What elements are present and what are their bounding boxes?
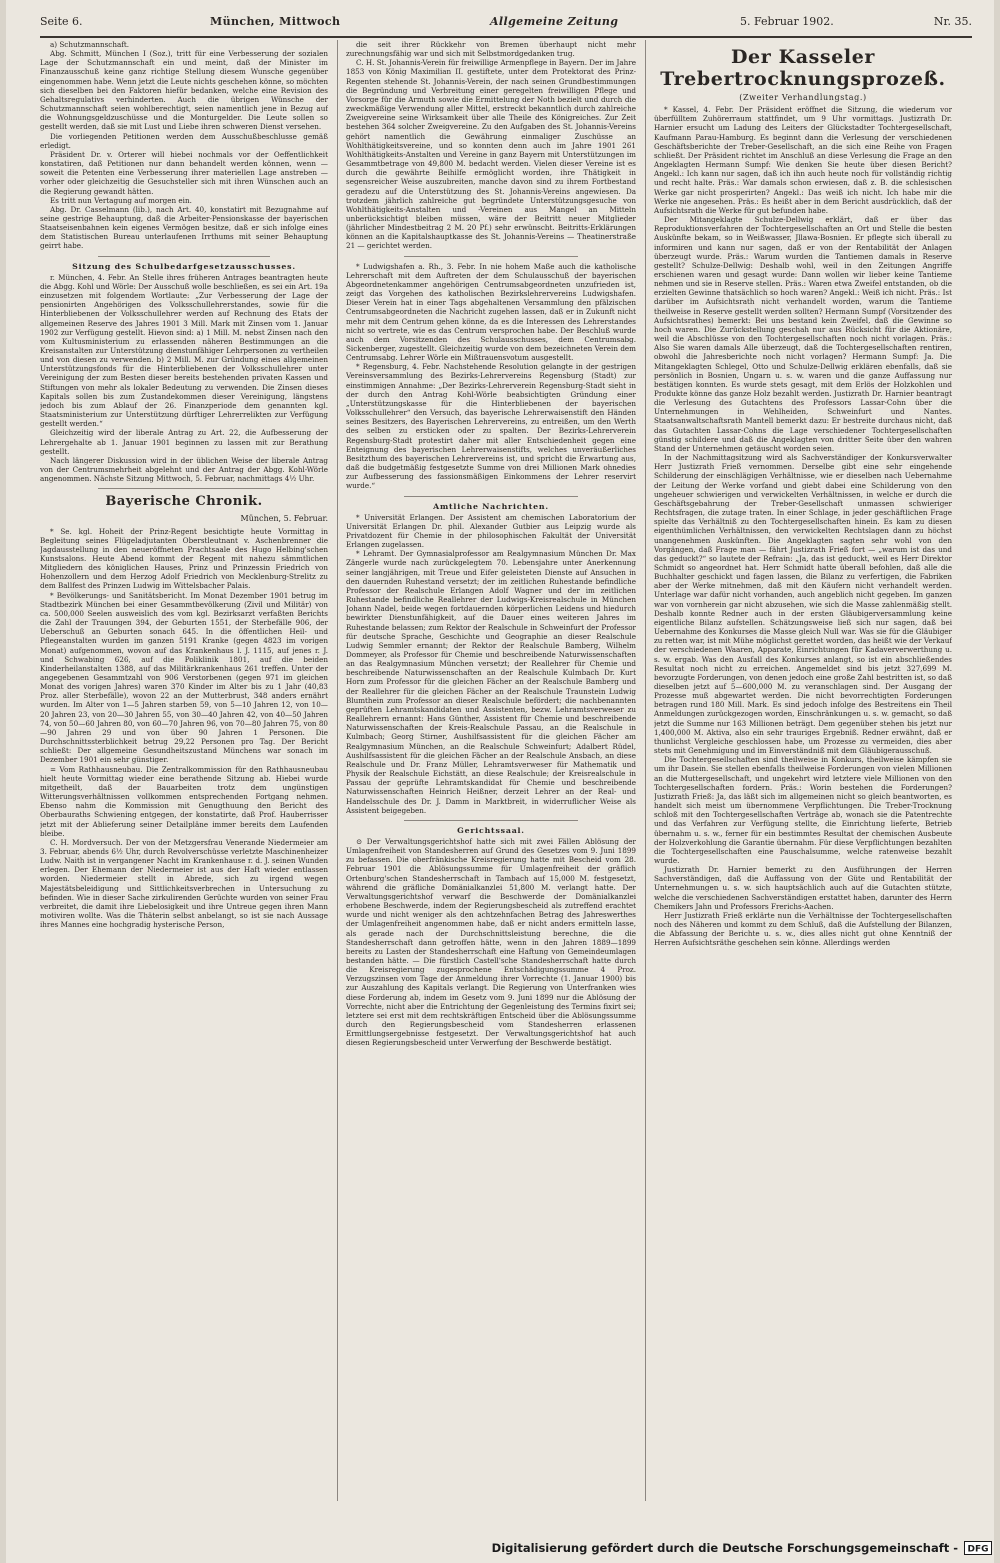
chronik-heading: Bayerische Chronik. bbox=[105, 494, 263, 510]
column-rule-2 bbox=[645, 40, 646, 1501]
article-paragraph: ⊙ Der Verwaltungsgerichtshof hatte sich mit zwei Fällen Ablösung der Umlagenfreiheit von Standesherren auf Grund des Gesetzes vom 9. Juni 1899 zu befassen. Die oberfränkische Kreisregierung hatte mit Bescheid vom 28. Februar 1901 die Ablösungssumme für Umlagenfreiheit der gräflich Ortenburg'schen Standesherrschaft in Tambach auf 15,000 M. festgesetzt, während die gräfliche Domänialkanzlei 51,800 M. verlangt hatte. Der Verwaltungsgerichtshof verwarf die Beschwerde der Domänialkanzlei erhobene Beschwerde, indem der Regierungsbescheid als zutreffend erachtet wurde und nicht weniger als den achtzehnfachen Betrag des Jahreswerthes der Umlagenfreiheit angenommen habe, daß er nicht anders ermitteln lasse, als gerade nach der Durchschnittsleistung berechne, die die Standesherrschaft dann getroffen hätte, wenn in den Jahren 1889—1899 bereits zu Lasten der Standesherrschaft eine Haftung von Gemeindeumlagen bestanden hätte. — Die fürstlich Castell'sche Standesherrschaft hatte durch die Kreisregierung zugesprochene Entschädigungssumme 4 Proz. Verzugszinsen vom Tage der Anmeldung ihrer Vorrechte (1. Januar 1900) bis zur Auszahlung des Kapitals verlangt. Die Regierung von Unterfranken wies diese Forderung ab, indem im Gesetz vom 9. Juni 1899 nur die Ablösung der Vorrechte, nicht aber die Entrichtung der Gegenleistung des Termins fixirt sei; letztere sei erst mit dem rechtskräftigen Entscheid über die Ablösungssumme durch den Regierungsbescheid vom Standesherren erlassenen Ermittlungsergebnisse festgesetzt. Der Verwaltungsgerichtshof hat auch diesen Regierungsbescheid unter Verwerfung der Beschwerde bestätigt. bbox=[346, 836, 636, 1048]
article-subtitle: (Zweiter Verhandlungstag.) bbox=[739, 93, 867, 102]
article-paragraph: * Kassel, 4. Febr. Der Präsident eröffnet die Sitzung, die wiederum vor überfülltem Zuhörerraum stattfindet, um 9 Uhr vormittags. Justizrath Dr. Harnier ersucht um Ladung des Leiters der Glückstadter Tochtergesellschaft, Kaufmann Parau-Hamburg. Es beginnt dann die Verlesung der verschiedenen Geschäftsberichte der Treber-Gesellschaft, an die sich eine Reihe von Fragen schließt. Der Präsident richtet im Anschluß an diese Verlesung die Frage an den Angeklagten Hermann Sumpf: Wie denken Sie heute über diesen Bericht? Angekl.: Ich kann nur sagen, daß ich ihn auch heute noch für vollständig richtig und recht halte. Präs.: War damals schon erwiesen, daß z. B. die schlesischen Werke gar nicht prosperirten? Angekl.: Das weiß ich nicht. Ich habe mir die Werke nie angesehen. Präs.: Es heißt aber in dem Bericht ausdrücklich, daß der Aufsichtsrath die Werke für gut befunden habe. bbox=[654, 105, 952, 215]
section-heading: Gerichtssaal. bbox=[457, 825, 525, 835]
digitization-credit bbox=[492, 1541, 992, 1555]
article-paragraph: Abg. Schmitt, München I (Soz.), tritt für eine Verbesserung der sozialen Lage der Schutzmannschaft ein und meint, daß der Minister im Finanzausschuß keine ganz richtige Stellung diesem Wunsche gegenüber eingenommen habe. Wenn jetzt die Leute nichts geschehen könne, so möchten sich dieselben bei den Faktoren hiefür bedanken, welche eine Revision des Gehaltsregulativs verhinderten. Auch die übrigen Wünsche der Schutzmannschaft seien wohlberechtigt, seien namentlich jene in Bezug auf die Wohnungsgeldzuschüsse und die Monturgelder. Die Leute sollen so gestellt werden, daß sie mit Lust und Liebe ihren schweren Dienst versehen. bbox=[40, 49, 328, 132]
issue-date: 5. Februar 1902. bbox=[740, 15, 834, 28]
article-paragraph: * Lehramt. Der Gymnasialprofessor am Realgymnasium München Dr. Max Zängerle wurde nach zurückgelegtem 70. Lebensjahre unter Anerkennung seiner langjährigen, mit Treue und Eifer geleisteten Dienste auf Ansuchen in den dauernden Ruhestand versetzt; der im zeitlichen Ruhestande befindliche Professor der Realschule Erlangen Adolf Wagner und der im zeitlichen Ruhestande befindliche Reallehrer der Ludwigs-Kreisrealschule in München Johann Nadel, beide wegen fortdauernden körperlichen Leidens und hiedurch bewirkter Dienstunfähigkeit, auf die Dauer eines weiteren Jahres im Ruhestande belassen; zum Rektor der Realschule in Schweinfurt der Professor für deutsche Sprache, Geschichte und Geographie an dieser Realschule Ludwig Semmler ernannt; der Rektor der Realschule Bamberg, Wilhelm Dommeyer, als Professor für Chemie und beschreibende Naturwissenschaften an das Realgymnasium München versetzt; der Reallehrer für Chemie und beschreibende Naturwissenschaften an der Realschule Kulmbach Dr. Kurt Horn zum Professor für die gleichen Fächer an der Realschule Bamberg und der Reallehrer für die gleichen Fächer an der Realschule Traunstein Ludwig Blumthein zum Professor an dieser Realschule befördert; die nachbenannten geprüften Lehramtskandidaten und Assistenten, bezw. Lehramtsverweser zu Reallehrern ernannt: Hans Günther, Assistent für Chemie und beschreibende Naturwissenschaften der Kreis-Realschule Passau, an die Realschule in Kulmbach; Georg Stirner, Aushilfsassistent für die gleichen Fächer am Realgymnasium München, an die Realschule Schweinfurt; Adalbert Rüdel, Aushilfsassistent für die gleichen Fächer an der Realschule Ansbach, an diese Realschule und Dr. Franz Müller, Lehramtsverweser für Mathematik und Physik der Realschule Eichstätt, an diese Realschule; der Kreisrealschule in Passau der geprüfte Lehramtskandidat für Chemie und beschreibende Naturwissenschaften Heinrich Heißner, derzeit Lehrer an der Real- und Handelsschule des Dr. J. Damm in Marktbreit, in widerruflicher Weise als Assistent beigegeben. bbox=[346, 549, 636, 815]
article-paragraph: die seit ihrer Rückkehr von Bremen überhaupt nicht mehr zurechnungsfähig war und sich mit Selbstmordgedanken trug. bbox=[346, 40, 636, 59]
article-paragraph: * Ludwigshafen a. Rh., 3. Febr. In nie hohem Maße auch die katholische Lehrerschaft mit dem Auftreten der dem Schulausschuß der bayerischen Abgeordnetenkammer angehörigen Centrumsabgeordneten unzufrieden ist, zeigt das Vorgehen des katholischen Bezirkslehrervereins Ludwigshafen. Dieser Verein hat in einer Tags abgehaltenen Versammlung den pfälzischen Centrumsabgeordneten die Nachricht zugehen lassen, daß er in Zukunft nicht mehr mit dem Centrum gehen könne, da es die Interessen des Lehrerstandes nicht so vertrete, wie es das Centrum versprochen habe. Der Beschluß wurde auch dem Vorsitzenden des Schulausschusses, dem Centrumsabg. Sickenberger, zugestellt. Gleichzeitig wurde von dem bezeichneten Verein dem Centrumsabg. Lehrer Wörle ein Mißtrauensvotum ausgestellt. bbox=[346, 261, 636, 363]
section-divider bbox=[98, 256, 271, 257]
section-divider bbox=[404, 496, 578, 497]
article-paragraph: Die vorliegenden Petitionen werden dem Ausschußbeschlusse gemäß erledigt. bbox=[40, 131, 328, 150]
article-paragraph: C. H. Mordversuch. Der von der Metzgersfrau Venerande Niedermeier am 3. Februar, abends 6½ Uhr, durch Revolverschüsse verletzte Maschinenheizer Ludw. Naith ist in vergangener Nacht im Krankenhause r. d. J. seinen Wunden erlegen. Der Ehemann der Niedermeier ist aus der Haft wieder entlassen worden. Niedermeier stellt in Abrede, sich zu irgend wegen Majestätsbeleidigung und Sittlichkeitsverbrechen in Untersuchung zu befinden. Wie in dieser Sache zirkulirenden Gerüchte wurden von seiner Frau verbreitet, die damit ihre Liebelosigkeit und ihre Untreue gegen ihren Mann motiviren wollte. Was die Thäterin selbst anbelangt, so ist sie nach Aussage ihres Mannes eine hochgradig hysterische Person, bbox=[40, 837, 328, 930]
article-paragraph: Gleichzeitig wird der liberale Antrag zu Art. 22, die Aufbesserung der Lehrergehalte ab 1. Januar 1901 beginnen zu lassen mit zur Berathung gestellt. bbox=[40, 428, 328, 456]
section-heading: Amtliche Nachrichten. bbox=[433, 501, 549, 511]
header-dateline: München, Mittwoch bbox=[210, 15, 341, 28]
article-paragraph: * Regensburg, 4. Febr. Nachstehende Resolution gelangte in der gestrigen Vereinsversammlung des Bezirks-Lehrervereins Regensburg (Stadt) zur einstimmigen Annahme: „Der Bezirks-Lehrerverein Regensburg-Stadt sieht in der durch den Antrag Kohl-Wörle beabsichtigten Gründung einer „Unterstützungskasse für die Hinterbliebenen der bayerischen Volksschullehrer“ den Versuch, das bayerische Lehrerwaisenstift den Händen seines Besitzers, des Bayerischen Lehrervereins, zu entreißen, um den Werth des selben zu ersticken oder zu spalten. Der Bezirks-Lehrerverein Regensburg-Stadt protestirt daher mit aller Entschiedenheit gegen eine Enteignung des bayerischen Lehrerwaisenstifts, welches unveräußerliches Besitzthum des bayerischen Lehrervereins ist, und spricht die Erwartung aus, daß die budgetmäßig festgesetzte Summe von drei Millionen Mark ohnedies zur Aufbesserung des fassionsmäßigen Einkommens der Lehrer reservirt wurde.“ bbox=[346, 362, 636, 491]
section-divider bbox=[404, 820, 578, 821]
column-1 bbox=[40, 40, 328, 1501]
issue-number: Nr. 35. bbox=[933, 15, 972, 28]
credit-text: Digitalisierung gefördert durch die Deutsche Forschungsgemeinschaft - bbox=[491, 1541, 958, 1555]
article-paragraph: * Bevölkerungs- und Sanitätsbericht. Im Monat Dezember 1901 betrug im Stadtbezirk München bei einer Gesammtbevölkerung (Zivil und Militär) von ca. 500,000 Seelen ausweislich des vom kgl. Bezirksarzt verfaßten Berichts die Zahl der Trauungen 394, der Geburten 1551, der Sterbefälle 906, der Ueberschuß an Geburten sonach 645. In die öffentlichen Heil- und Pflegeanstalten wurden im ganzen 5191 Kranke (gegen 4823 im vorigen Monat) aufgenommen, wovon auf das Krankenhaus l. J. 1115, auf jenes r. J. und Schwabing 626, auf die Poliklinik 1801, auf die beiden Kinderheilanstalten 1388, auf das Militärkrankenhaus 261 treffen. Unter der angegebenen Gesammtzahl von 906 Verstorbenen (gegen 971 im gleichen Monat des vorigen Jahres) waren 370 Kinder im Alter bis zu 1 Jahr (40,83 Proz. aller Sterbefälle), wovon 22 an der Mutterbrust, 348 anders ernährt wurden. Im Alter von 1—5 Jahren starben 59, von 5—10 Jahren 12, von 10—20 Jahren 23, von 20—30 Jahren 55, von 30—40 Jahren 42, von 40—50 Jahren 74, von 50—60 Jahren 80, von 60—70 Jahren 96, von 70—80 Jahren 75, von 80—90 Jahren 29 und von über 90 Jahren 1 Personen. Die Durchschnittssterblichkeit betrug 29,22 Personen pro Tag. Der Bericht schließt: Der allgemeine Gesundheitszustand Münchens war sonach im Dezember 1901 ein sehr günstiger. bbox=[40, 590, 328, 765]
scan-edge-right bbox=[994, 0, 1000, 1563]
article-paragraph: = Vom Rathhausneubau. Die Zentralkommission für den Rathhausneubau hielt heute Vormittag wieder eine berathende Sitzung ab. Hiebei wurde mitgetheilt, daß der Bauarbeiten trotz dem ungünstigen Witterungsverhältnissen vollkommen entsprechenden Fortgang nehmen. Ebenso nahm die Kommission mit Genugthuung den Bericht des Oberbauraths Schwiening entgegen, der konstatirte, daß Prof. Hauberrisser jetzt mit der Ablieferung seiner Detailpläne immer bereits dem Laufenden bleibe. bbox=[40, 764, 328, 838]
article-paragraph: C. H. St. Johannis-Verein für freiwillige Armenpflege in Bayern. Der im Jahre 1853 von König Maximilian II. gestiftete, unter dem Protektorat des Prinz-Regenten stehende St. Johannis-Verein, der nach seinen Grundbestimmungen die Begründung und Verbreitung einer geregelten freiwilligen Pflege und Vorsorge für die Armuth sowie die Ermittelung der Noth bezielt und durch die zweckmäßige Verwendung aller Mittel, erstreckt bekanntlich durch zahlreiche Zweigvereine seine Wirksamkeit über alle Theile des Königreiches. Zur Zeit bestehen 364 solcher Zweigvereine. Zu den Aufgaben des St. Johannis-Vereins gehört namentlich die Gewährung einmaliger Zuschüsse an Wohlthätigkeitsvereine, und so konnten denn auch im Jahre 1901 261 Wohlthätigkeits-Anstalten und Vereine in ganz Bayern mit Unterstützungen im Gesammtbetrage von 49,800 M. bedacht werden. Vielen dieser Vereine ist es durch die gewährte Beihilfe ermöglicht worden, ihre Thätigkeit in segensreicher Weise auszubreiten, manche davon sind zu ihrem Fortbestand geradezu auf die Unterstützung des St. Johannis-Vereins angewiesen. Da trotzdem jährlich zahlreiche gut begründete Unterstützungsgesuche von Wohlthätigkeits-Anstalten und -Vereinen aus Mangel an Mitteln unberücksichtigt bleiben müssen, wäre der Beitritt neuer Mitglieder (jährlicher Mindestbeitrag 2 M. 20 Pf.) sehr erwünscht. Beitritts-Erklärungen können an die Kapitalshauptkasse des St. Johannis-Vereins — Theatinerstraße 21 — gerichtet werden. bbox=[346, 58, 636, 251]
article-paragraph: Der Mitangeklagte Schulze-Dellwig erklärt, daß er über das Reproduktionsverfahren der Tochtergesellschaften an Ort und Stelle die besten Auskünfte bekam, so in Weißwasser, Jllawa-Bosnien. Er pflegte sich überall zu informiren und kann nur sagen, daß er von der Rentabilität der Anlagen überzeugt wurde. Präs.: Warum wurden die Tantiemen damals in Reserve gestellt? Schulze-Dellwig: Deshalb wohl, weil in den Zeitungen Angriffe erschienen waren und gesagt wurde: Dann wollen wir lieber keine Tantieme nehmen und sie in Reserve stellen. Präs.: Waren etwa Zweifel entstanden, ob die erzielten Gewinne thatsächlich so hoch waren? Angekl.: Weiß ich nicht. Präs.: Ist darüber im Aufsichtsrath nicht verhandelt worden, warum die Tantieme theilweise in Reserve gestellt werden sollten? Hermann Sumpf (Vorsitzender des Aufsichtsrathes) bemerkt: Bei uns bestand kein Zweifel, daß die Gewinne so hoch waren. Die Zurückstellung geschah nur aus Rücksicht für die Aktionäre, weil die Abschlüsse von den Tochtergesellschaften noch nicht vorlagen. Präs.: Also Sie waren damals Alle überzeugt, daß die Tochtergesellschaften rentiren, obwohl die Jahresberichte noch nicht vorlagen? Hermann Sumpf: Ja. Die Mitangeklagten Schlegel, Otto und Schulze-Dellwig erklären ebenfalls, daß sie persönlich in Bosnien, Ungarn u. s. w. waren und die ganze Auffassung nur bestätigen konnten. Es wurde stets gesagt, mit dem Erlös der Holzkohlen und Produkte könne das ganze Holz bezahlt werden. Justizrath Dr. Harnier beantragt die Verlesung des Gutachtens des Professors Lassar-Cohn über die Unternehmungen in Wehlheiden, Schweinfurt und Nantes. Staatsanwaltschaftsrath Mantell bemerkt dazu: Er bestreite durchaus nicht, daß das Gutachten Lassar-Cohns die Lage verschiedener Tochtergesellschaften günstig schildere und daß die Angeklagten von dritter Seite über den wahren Stand der Unternehmen getäuscht worden seien. bbox=[654, 215, 952, 453]
article-paragraph: * Se. kgl. Hoheit der Prinz-Regent besichtigte heute Vormittag in Begleitung seines Flügeladjutanten Oberstleutnant v. Aschenbrenner die Jagdausstellung in den neueröffneten Prachtsaale des Hugo Helbing'schen Kunstsalons. Heute Abend kommt der Regent mit nahezu sämmtlichen Mitgliedern des königlichen Hauses, Prinz und Prinzessin Friedrich von Hohenzollern und dem Herzog Adolf Friedrich von Mecklenburg-Strelitz zu dem Ballfest des Prinzen Ludwig im Wittelsbacher Palais. bbox=[40, 526, 328, 591]
section-divider bbox=[98, 488, 271, 489]
page-number: Seite 6. bbox=[40, 15, 83, 28]
article-paragraph: Nach längerer Diskussion wird in der üblichen Weise der liberale Antrag von der Centrumsmehrheit abgelehnt und der Antrag der Abgg. Kohl-Wörle angenommen. Nächste Sitzung Mittwoch, 5. Februar, nachmittags 4½ Uhr. bbox=[40, 455, 328, 484]
column-3 bbox=[654, 40, 952, 1501]
article-paragraph: In der Nachmittagsitzung wird als Sachverständiger der Konkursverwalter Herr Justizrath Frieß vernommen. Derselbe gibt eine sehr eingehende Schilderung der einschlägigen Verhältnisse, wie er dieselben nach Uebernahme der Leitung der Werke vorfand und giebt dabei eine Schilderung von den ungeheuer schwierigen und verwickelten Verhältnissen, in welche er durch die Geschäftsgebahrung der Treber-Gesellschaft unmassen schwieriger Rechtsfragen, die zutage traten. In einer Schlage, in jeder geschäftlichen Frage spielte das Verhältniß zu den Tochtergesellschaften hinein. Es kam zu diesen eigenthümlichen Verhältnissen, den verwickelten Rechtslagen dann zu höchst unangenehmen Auskünften. Die Angeklagten sagten sehr wohl von den Vorgängen, daß Frage man — fährt Justizrath Frieß fort — „warum ist das und das geduckt?“ so lautete der Refrain: „Ja, das ist geduckt, weil es Herr Direktor Schmidt so angeordnet hat. Herr Schmidt hatte überall befohlen, daß alle die Buchhalter geschickt und fagen lassen, die Bilanz zu verfertigen, die Fabriken aber der Werke mitnehmen, daß mit den Käufern nicht verhandelt werden. Unterlage war dafür nicht vorhanden, auch angeblich nicht gegeben. Im ganzen war von vornherein gar nicht abzusehen, wie sich die Masse zahlenmäßig stellt. Deshalb konnte Redner auch in der ersten Gläubigerversammlung keine eigentliche Bilanz aufstellen. Schätzungsweise ließ sich nur sagen, daß bei Uebernahme des Konkurses die Masse gleich Null war. Was sie für die Gläubiger zu retten war, ist mit Mühe möglichst gerettet worden, das heißt wie der Verkauf der verschiedenen Waaren, Apparate, Einrichtungen für Kadaververwerthung u. s. w. ergab. Was den Ausfall des Konkurses anlangt, so ist ein abschließendes Resultat noch nicht zu erreichen. Angemeldet sind bis jetzt 327,699 M. bevorzugte Forderungen, von denen jedoch eine große Zahl bestritten ist, so daß dieselben jetzt auf 5—600,000 M. zu veranschlagen sind. Der Ausgang der Prozesse muß abgewartet werden. Die nicht bevorrechtigten Forderungen betragen rund 180 Mill. Mark. Es sind jedoch infolge des Bestreitens ein Theil Anmeldungen zurückgezogen worden, Einschränkungen u. s. w. gemacht, so daß jetzt die Summe nur 163 Millionen beträgt. Dem gegenüber stehen bis jetzt nur 1,400,000 M. Aktiva, also ein sehr trauriges Ergebniß. Redner erwähnt, daß er thunlichst Vergleiche geschlossen habe, um Prozesse zu vermeiden, dies aber stets mit Genehmigung und im Einverständniß mit dem Gläubigerausschuß. bbox=[654, 453, 952, 756]
article-paragraph: Abg. Dr. Casselmann (lib.), nach Art. 40, konstatirt mit Bezugnahme auf seine gestrige Behauptung, daß die Arbeiter-Pensionskasse der bayerischen Staatseisenbahnen kein eigenes Vermögen besitze, daß er sich infolge eines dem Statistischen Bureau unterlaufenen Irrthums mit seiner Behauptung geirrt habe. bbox=[40, 204, 328, 251]
article-paragraph: r. München, 4. Febr. An Stelle ihres früheren Antrages beantragten heute die Abgg. Kohl und Wörle: Der Ausschuß wolle beschließen, es sei ein Art. 19a einzusetzen mit folgendem Wortlaute: „Zur Verbesserung der Lage der pensionirten Angehörigen des Volksschullehrerstandes, sowie für die Hinterbliebenen der Volksschullehrer werden auf Rechnung des Etats der allgemeinen Reserve des Jahres 1901 3 Mill. Mark mit Zinsen vom 1. Januar 1902 zur Verfügung gestellt. Hievon sind: a) 1 Mill. M. nebst Zinsen nach den vom Kultusministerium zu erlassenden näheren Bestimmungen an die Kreisanstalten zur Unterstützung dienstunfähiger Lehrpersonen zu vertheilen und von diesen zu verwenden. b) 2 Mill. M. zur Gründung eines allgemeinen Unterstützungsfonds für die Hinterbliebenen der Volksschullehrer unter Vereinigung der zum Besten dieser bereits bestehenden privaten Kassen und Stiftungen von mehr als lokaler Bedeutung zu verwenden. Die Zinsen dieses Kapitals sollen bis zum Zustandekommen dieser Vereinigung, längstens jedoch bis zum Ablauf der 26. Finanzperiode dem genannten kgl. Staatsministerium zur Unterstützung dürftiger Lehrerrelikten zur Verfügung gestellt werden.“ bbox=[40, 272, 328, 429]
article-paragraph: Es tritt nun Vertagung auf morgen ein. bbox=[50, 195, 192, 205]
column-2 bbox=[346, 40, 636, 1501]
article-title: Der Kasseler Trebertrocknungsprozeß. bbox=[660, 46, 946, 90]
column-rule-1 bbox=[337, 40, 338, 1501]
page-header bbox=[40, 12, 972, 38]
article-paragraph: Herr Justizrath Frieß erklärte nun die Verhältnisse der Tochtergesellschaften noch des Näheren und kommt zu dem Schluß, daß die Aufstellung der Bilanzen, die Abfassung der Berichte u. s. w., dies alles nicht gut ohne Kenntniß der Herren Aufsichtsräthe geschehen sein könne. Allerdings werden bbox=[654, 910, 952, 948]
dfg-logo-text: DFG bbox=[967, 1544, 989, 1555]
article-paragraph: Präsident Dr. v. Orterer will hiebei nochmals vor der Oeffentlichkeit konstatiren, daß Petitionen nur dann behandelt werden können, wenn — soweit die Petenten eine Verbesserung ihrer materiellen Lage anstreben — vorher oder gleichzeitig die Gesuchsteller sich mit ihren Wünschen auch an die Regierung gewandt hätten. bbox=[40, 149, 328, 196]
section-divider bbox=[404, 256, 578, 257]
dfg-logo-icon bbox=[964, 1541, 992, 1555]
article-paragraph: Justizrath Dr. Harnier bemerkt zu den Ausführungen der Herren Sachverständigen, daß die Auffassung von der Güte und Rentabilität der Unternehmungen u. s. w. sich hauptsächlich auch auf die Gutachten stützte, welche die verschiedenen Sachverständigen erstattet haben, darunter des Herrn Chemikers Jahn und Professors Frerichs-Aachen. bbox=[654, 865, 952, 911]
newspaper-title: Allgemeine Zeitung bbox=[490, 15, 619, 28]
scan-edge-left bbox=[0, 0, 6, 1563]
chronik-dateline: München, 5. Februar. bbox=[240, 514, 328, 524]
article-paragraph: Die Tochtergesellschaften sind theilweise in Konkurs, theilweise kämpfen sie um ihr Dasein. Sie stellen ebenfalls theilweise Forderungen von vielen Millionen an die Muttergesellschaft, und ungekehrt wird letztere viele Millionen von den Tochtergesellschaften fordern. Präs.: Worin bestehen die Forderungen? Justizrath Frieß: Ja, das läßt sich im allgemeinen nicht so gleich beantworten, es handelt sich meist um übernommene Verpflichtungen. Die Treber-Trocknung schloß mit den Tochtergesellschaften Verträge ab, wonach sie die Patentrechte und das Verfahren zur Verfügung stellte, die Einrichtung lieferte, Betrieb übernahm u. s. w., ferner für ein bestimmtes Resultat der chemischen Ausbeute der Holzverkohlung die Garantie übernahm. Für diese Verpflichtungen bezahlten die Tochtergesellschaften eine Pauschalsumme, welche ratenweise bezahlt wurde. bbox=[654, 755, 952, 865]
section-heading: Sitzung des Schulbedarfgesetzausschusses. bbox=[72, 261, 296, 271]
article-paragraph: * Universität Erlangen. Der Assistent am chemischen Laboratorium der Universität Erlangen Dr. phil. Alexander Gutbier aus Leipzig wurde als Privatdozent für Chemie in der philosophischen Fakultät der Universität Erlangen zugelassen. bbox=[346, 512, 636, 550]
article-paragraph: a) Schutzmannschaft. bbox=[50, 40, 130, 49]
